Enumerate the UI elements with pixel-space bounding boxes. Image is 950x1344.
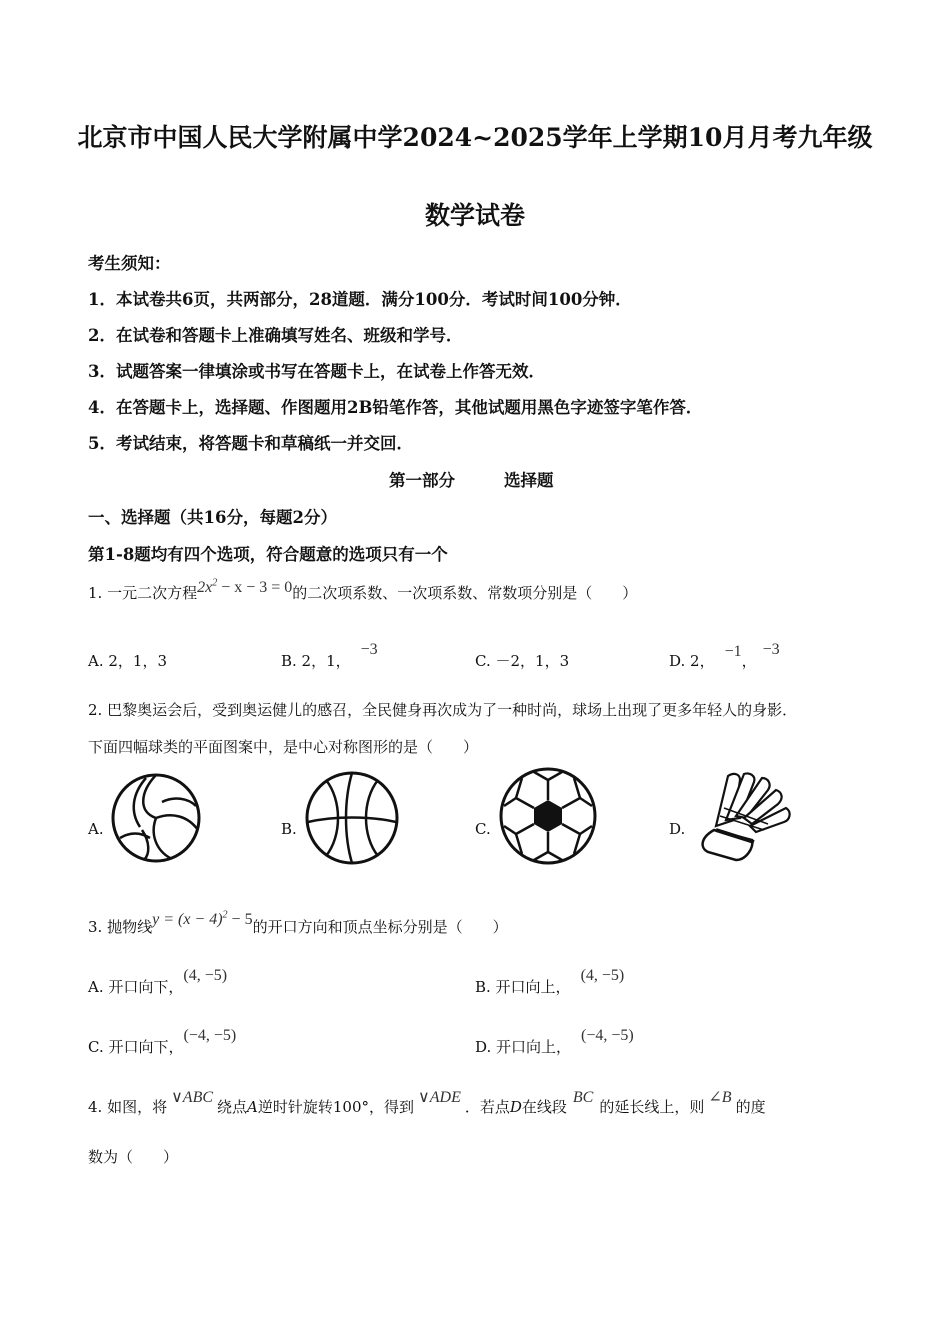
q4-text-1: 4. 如图，将 [88, 1098, 168, 1116]
title-line-2: 数学试卷 [424, 201, 525, 230]
q4-math-triangle-ade: ∨ADE [418, 1089, 461, 1106]
section1-heading: 一、选择题（共16分，每题2分） [88, 508, 337, 527]
q3-option-a-math: (4, −5) [183, 967, 228, 984]
notice-item-4: 4．在答题卡上，选择题、作图题用2B铅笔作答，其他试题用黑色字迹签字笔作答． [88, 398, 703, 417]
q4-text-3: 逆时针旋转100°，得到 [257, 1098, 415, 1116]
part1-heading-left: 第一部分 [389, 471, 455, 490]
q3-option-a-text: A. 开口向下， [88, 978, 184, 996]
q4-math-point-d: D [509, 1098, 522, 1116]
notice-heading: 考生须知： [88, 254, 171, 273]
q3-option-b-text: B. 开口向上， [475, 978, 571, 996]
shuttlecock-image [694, 768, 798, 864]
q4-text-5: 在线段 [521, 1098, 567, 1116]
q1-option-d-math2: −3 [762, 641, 780, 658]
q3-eq-sup: 2 [222, 909, 228, 921]
soccer-ball-image [498, 766, 598, 866]
q4-math-triangle-abc: ∨ABC [171, 1089, 214, 1106]
q4-text-7: 的度 [735, 1098, 766, 1116]
q1-equation [197, 579, 292, 596]
q3-stem-after: 的开口方向和顶点坐标分别是（ ） [252, 918, 508, 936]
q1-eq-a: 2x [197, 579, 213, 596]
volleyball-image [110, 772, 202, 864]
q3-option-c [88, 1027, 237, 1057]
basketball-image [304, 770, 400, 866]
q2-stem-line-2: 下面四幅球类的平面图案中，是中心对称图形的是（ ） [88, 738, 479, 756]
q2-option-a-label: A. [88, 820, 104, 838]
q3-option-a [88, 967, 228, 997]
q2-option-b-label: B. [281, 820, 297, 838]
q1-option-d [669, 641, 780, 671]
q3-option-b [475, 967, 625, 997]
q1-option-b [281, 641, 378, 671]
q3-option-c-text: C. 开口向下， [88, 1038, 184, 1056]
q1-option-a: A. 2，1，3 [88, 652, 167, 670]
q4-math-point-a: A [247, 1098, 258, 1116]
q3-eq-b: − 5 [227, 911, 253, 928]
q1-stem [88, 577, 638, 603]
title-line-1: 北京市中国人民大学附属中学2024~2025学年上学期10月月考九年级 [77, 123, 873, 152]
q1-eq-sup: 2 [212, 577, 218, 589]
q3-option-d-text: D. 开口向上， [475, 1038, 572, 1056]
q1-option-d-text: D. 2， [669, 652, 715, 670]
notice-item-1: 1．本试卷共6页，共两部分，28道题．满分100分．考试时间100分钟． [88, 290, 632, 309]
q1-option-b-text: B. 2，1， [281, 652, 351, 670]
q1-stem-before: 1. 一元二次方程 [88, 584, 198, 602]
section1-instruction: 第1-8题均有四个选项，符合题意的选项只有一个 [88, 545, 448, 564]
notice-item-5: 5．考试结束，将答题卡和草稿纸一并交回． [88, 434, 413, 453]
q4-stem-line-1 [88, 1089, 766, 1117]
q2-stem-line-1: 2. 巴黎奥运会后，受到奥运健儿的感召，全民健身再次成为了一种时尚，球场上出现了更多年轻人的身影． [88, 701, 798, 719]
q3-option-d [475, 1027, 634, 1057]
q3-option-d-math: (−4, −5) [581, 1027, 634, 1044]
q3-stem-before: 3. 抛物线 [88, 918, 153, 936]
q4-text-4: ．若点 [464, 1098, 510, 1116]
q3-eq-a: y = (x − 4) [152, 911, 223, 928]
q1-eq-b: − x − 3 = 0 [217, 579, 293, 596]
q1-option-b-math: −3 [360, 641, 378, 658]
q1-option-d-math1: −1 [724, 643, 742, 660]
q4-stem-line-2: 数为（ ） [88, 1148, 179, 1166]
q4-text-6: 的延长线上，则 [599, 1098, 705, 1116]
q3-equation [152, 911, 252, 928]
q3-stem [88, 909, 508, 937]
q4-math-angle-b: ∠B [708, 1089, 732, 1106]
q2-option-c-label: C. [475, 820, 491, 838]
notice-item-3: 3．试题答案一律填涂或书写在答题卡上，在试卷上作答无效． [88, 362, 545, 381]
q4-math-segment-bc: BC [572, 1089, 594, 1106]
part1-heading-right: 选择题 [504, 471, 554, 490]
q4-text-2: 绕点 [217, 1098, 248, 1116]
notice-item-2: 2．在试卷和答题卡上准确填写姓名、班级和学号． [88, 326, 463, 345]
q2-option-d-label: D. [669, 820, 686, 838]
q3-option-b-math: (4, −5) [580, 967, 625, 984]
q1-option-c: C. －2，1，3 [475, 652, 570, 670]
q3-option-c-math: (−4, −5) [183, 1027, 237, 1044]
q1-option-d-sep: ， [741, 652, 757, 670]
q1-stem-after: 的二次项系数、一次项系数、常数项分别是（ ） [292, 584, 638, 602]
